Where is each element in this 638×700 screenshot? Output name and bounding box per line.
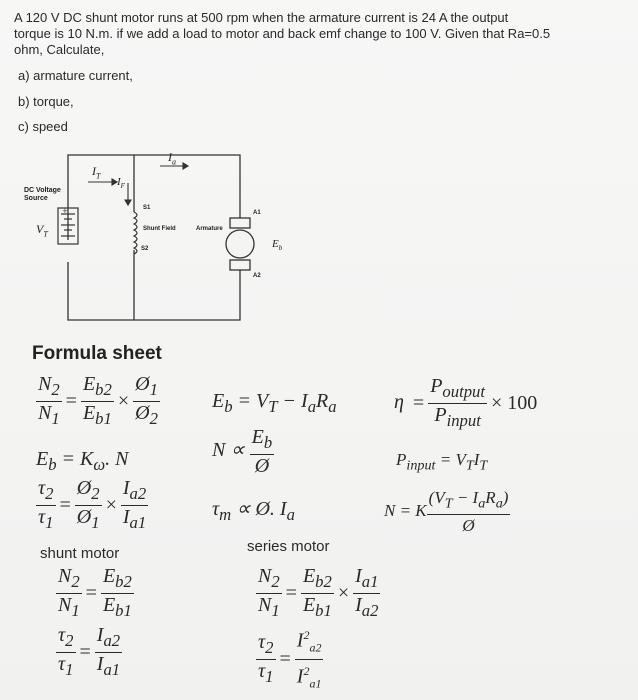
s2-label: S2: [141, 246, 149, 252]
formula-input-power: $P_{input} = V_TI_T$: [396, 450, 488, 474]
question-part-a: a) armature current,: [18, 68, 133, 83]
svg-text:+: +: [62, 207, 68, 215]
shunt-speed-formula: $\frac{N_2}{N_1}$ = $\frac{E_{b2}}{E_{b1}}$: [58, 565, 132, 620]
formula-speed-general: N = K $\frac{(V_T - I_aR_a)}{Ø}$: [384, 488, 509, 536]
shunt-field-label: Shunt Field: [143, 226, 176, 232]
circuit-wire-bottom: [68, 262, 240, 320]
question-part-c: c) speed: [18, 119, 68, 134]
series-motor-label: series motor: [247, 538, 330, 555]
if-label: $I_F$: [117, 176, 125, 191]
formula-emf-constant: $E_b = K_\omega$. N: [36, 448, 129, 474]
eb-label: $E_b$: [272, 238, 283, 253]
series-torque-formula: $\frac{\tau_2}{\tau_1}$ = $\frac{I^2_{a2}}{I^2_{a1}}$: [256, 624, 323, 694]
formula-speed-proportional: N ∝ $\frac{E_b}{Ø}$: [212, 426, 273, 477]
ia-label: $I_a$: [168, 150, 176, 167]
vt-label: $V_T$: [36, 222, 48, 239]
formula-efficiency: η = $\frac{P_{output}}{P_{input}}$ × 100: [394, 375, 538, 430]
s1-label: S1: [143, 205, 151, 211]
formula-torque-ratio: $\frac{\tau_2}{\tau_1}$ = $\frac{Ø_2}{Ø_1}$ × $\frac{I_{a2}}{I_{a1}}$: [38, 477, 147, 532]
shunt-field-coil: [134, 212, 137, 254]
formula-speed-ratio: $\frac{N_2}{N_1}$ = $\frac{E_{b2}}{E_{b1}}$ × $\frac{Ø_1}{Ø_2}$: [38, 373, 158, 428]
ia-arrow-head: [183, 163, 188, 169]
formula-sheet-title: Formula sheet: [32, 343, 162, 364]
question-part-b: b) torque,: [18, 94, 74, 109]
shunt-motor-label: shunt motor: [40, 545, 120, 562]
question-line-3: ohm, Calculate,: [14, 42, 105, 57]
it-label: $I_T$: [92, 164, 101, 181]
dc-source-label: DC Voltage Source: [24, 187, 61, 202]
question-line-2: torque is 10 N.m. if we add a load to motor and back emf change to 100 V. Given that Ra=0.5: [14, 26, 551, 41]
formula-torque-proportional: $\tau_m$ ∝ Ø. $I_a$: [212, 498, 295, 524]
armature-symbol: [226, 218, 254, 270]
armature-label: Armature: [196, 226, 223, 232]
shunt-torque-formula: $\frac{\tau_2}{\tau_1}$ = $\frac{I_{a2}}{I_{a1}}$: [58, 624, 121, 679]
a1-label: A1: [253, 210, 261, 216]
formula-back-emf: $E_b = V_T - I_aR_a$: [212, 390, 337, 416]
series-speed-formula: $\frac{N_2}{N_1}$ = $\frac{E_{b2}}{E_{b1}}$ × $\frac{I_{a1}}{I_{a2}}$: [258, 565, 379, 620]
if-arrow-head: [125, 200, 131, 205]
a2-label: A2: [253, 273, 261, 279]
question-line-1: A 120 V DC shunt motor runs at 500 rpm when the armature current is 24 A the output: [14, 10, 509, 25]
